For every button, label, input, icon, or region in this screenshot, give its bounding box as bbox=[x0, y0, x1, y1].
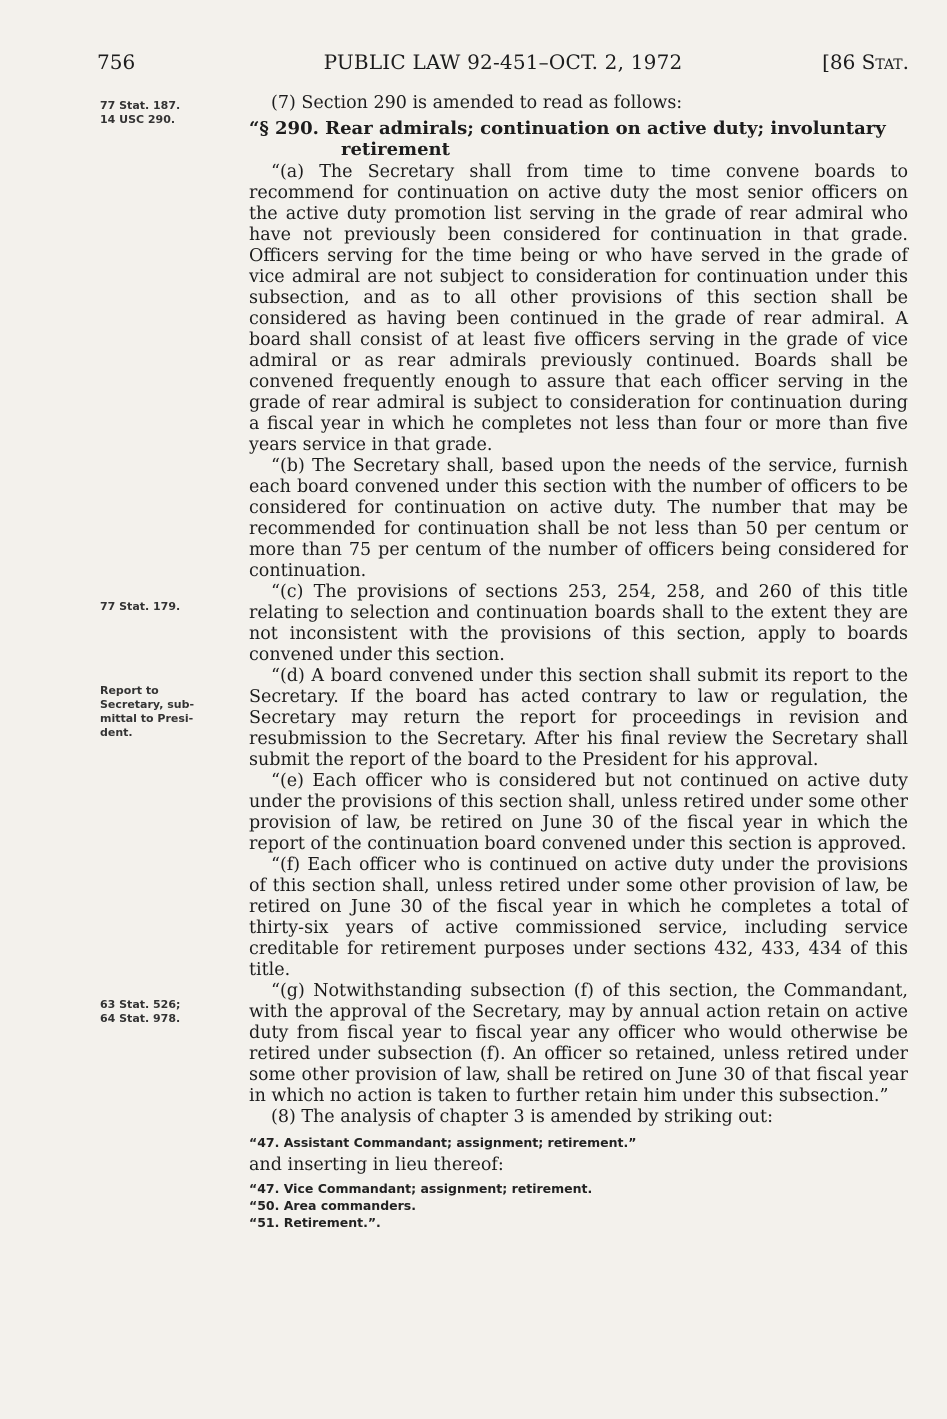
statute-prefix: [86 bbox=[822, 50, 862, 74]
inserted-entry-51: “51. Retirement.”. bbox=[249, 1215, 381, 1230]
statute-volume bbox=[822, 50, 909, 74]
paragraph-e: “(e) Each officer who is considered but not continued on active duty under the provisions of this section shall, unless retired under some other provision of law, be retired on June 30 of the fiscal year in which the report of the continuation board convened under this section is approved. bbox=[249, 771, 908, 854]
statute-abbrev: Stat. bbox=[861, 50, 909, 74]
amendment-intro: (7) Section 290 is amended to read as follows: bbox=[271, 93, 683, 113]
section-heading: “§ 290. Rear admirals; continuation on active duty; involuntary retirement bbox=[249, 118, 886, 160]
paragraph-c: “(c) The provisions of sections 253, 254, 258, and 260 of this title relating to selection and continuation boards shall to the extent they are not inconsistent with the provisions of this section, apply to boards convened under this section. bbox=[249, 582, 908, 665]
margin-note-citation-2: 77 Stat. 179. bbox=[100, 600, 181, 613]
paragraph-g: “(g) Notwithstanding subsection (f) of this section, the Commandant, with the approval of the Secretary, may by annual action retain on active duty from fiscal year to fiscal year any officer who would otherwise be retired under subsection (f). An officer so retained, unless retired under some other provision of law, shall be retired on June 30 of that fiscal year in which no action is taken to further retain him under this subsection.” bbox=[249, 981, 908, 1106]
margin-note-report: Report to Secretary, sub- mittal to Presi- dent. bbox=[100, 684, 195, 739]
struck-entry: “47. Assistant Commandant; assignment; retirement.” bbox=[249, 1135, 637, 1150]
page-number: 756 bbox=[97, 50, 136, 74]
paragraph-d: “(d) A board convened under this section shall submit its report to the Secretary. If the board has acted contrary to law or regulation, the Secretary may return the report for proceedings in revision and resubmission to the Secretary. After his final review the Secretary shall submit the report of the board to the President for his approval. bbox=[249, 666, 908, 770]
paragraph-a: “(a) The Secretary shall from time to time convene boards to recommend for continuation on active duty the most senior officers on the active duty promotion list serving in the grade of rear admiral who have not previously been considered for continuation in that grade. Officers serving for the time being or who have served in the grade of vice admiral are not subject to consideration for continuation under this subsection, and as to all other provisions of this section shall be considered as having been continued in the grade of rear admiral. A board shall consist of at least five officers serving in the grade of vice admiral or as rear admirals previously continued. Boards shall be convened frequently enough to assure that each officer serving in the grade of rear admiral is subject to consideration for continuation during a fiscal year in which he completes not less than four or more than five years service in that grade. bbox=[249, 162, 908, 455]
page-header bbox=[97, 50, 909, 82]
document-body bbox=[249, 93, 908, 1231]
margin-note-citation-3: 63 Stat. 526; 64 Stat. 978. bbox=[100, 998, 181, 1025]
running-title: PUBLIC LAW 92-451–OCT. 2, 1972 bbox=[323, 50, 683, 74]
margin-note-citation-1: 77 Stat. 187. 14 USC 290. bbox=[100, 99, 181, 126]
paragraph-8: (8) The analysis of chapter 3 is amended by striking out: bbox=[271, 1107, 773, 1127]
paragraph-b: “(b) The Secretary shall, based upon the needs of the service, furnish each board convened under this section with the number of officers to be considered for continuation on active duty. The number that may be recommended for continuation shall be not less than 50 per centum or more than 75 per centum of the number of officers being considered for continuation. bbox=[249, 456, 908, 581]
inserted-entry-50: “50. Area commanders. bbox=[249, 1198, 416, 1213]
insert-intro: and inserting in lieu thereof: bbox=[249, 1155, 504, 1175]
inserted-entry-47: “47. Vice Commandant; assignment; retirement. bbox=[249, 1181, 593, 1196]
paragraph-f: “(f) Each officer who is continued on active duty under the provisions of this section shall, unless retired under some other provision of law, be retired on June 30 of the fiscal year in which he completes a total of thirty-six years of active commissioned service, including service creditable for retirement purposes under sections 432, 433, 434 of this title. bbox=[249, 855, 908, 980]
